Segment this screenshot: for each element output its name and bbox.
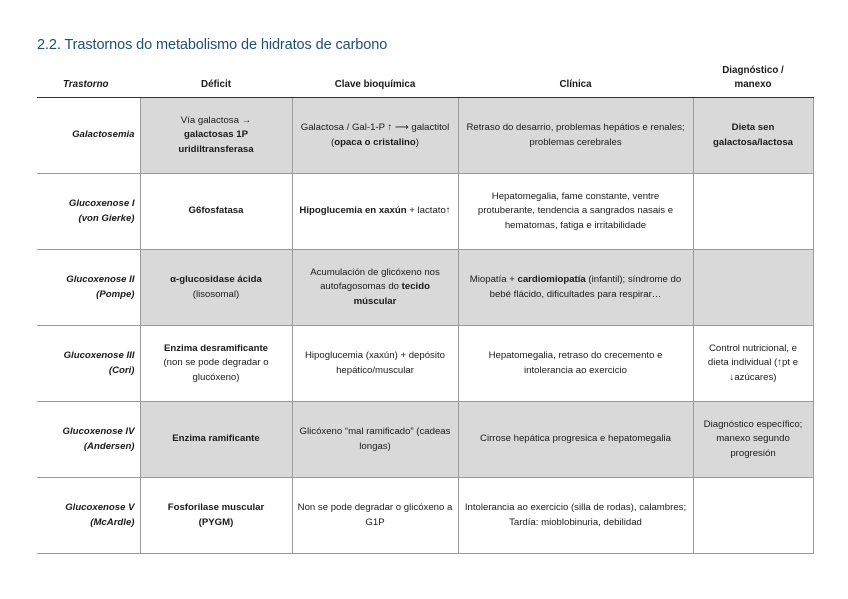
diagnostico-cell [693,98,813,174]
clave-bold: tecido múscular [353,281,430,307]
header-diagnostico-line1: Diagnóstico / [722,64,784,76]
table-row [37,326,813,402]
table-row [37,98,813,174]
disorder-name [37,250,140,326]
disorder-name-line2: (Andersen) [83,440,135,452]
deficit-bold-1: Fosforilase muscular [167,502,265,514]
disorder-name [37,478,140,554]
diagnostico-cell [693,250,813,326]
header-diagnostico-line2: manexo [734,79,772,91]
clinica-cell [458,98,693,174]
deficit-cell [140,402,292,478]
header-row [37,60,813,98]
diagnostico-cell [693,402,813,478]
diagnostico-cell [693,326,813,402]
disorder-name-line1: Glucoxenose III [63,350,135,362]
clave-cell [292,250,458,326]
clinica-pre: Cirrose hepática progresica e hepatomegalia [480,433,671,445]
clave-pre: Galactosa / Gal-1-P ↑ ⟶ galactitol ( [300,122,450,148]
clave-post: + lactato↑ [406,205,451,217]
clinica-post: (infantil); síndrome do bebé flácido, dificultades para respirar… [489,274,682,300]
deficit-cell [140,174,292,250]
header-deficit: Déficit [140,60,292,98]
clinica-cell [458,478,693,554]
diagnostico-bold: Dieta sen galactosa/lactosa [713,122,793,148]
deficit-cell [140,478,292,554]
table-row [37,478,813,554]
disorder-name-line2: (Cori) [108,364,135,376]
disorders-table [37,60,814,554]
header-clave: Clave bioquímica [292,60,458,98]
clave-cell [292,98,458,174]
clave-cell [292,402,458,478]
clinica-pre: Miopatía + [469,274,518,286]
clinica-pre: Hepatomegalia, fame constante, ventre protuberante, tendencia a sangrados nasais e hematomas, fatiga e irritabilidade [477,190,674,231]
disorder-name-line1: Glucoxenose II [66,274,135,286]
deficit-bold-2: (PYGM) [198,516,234,528]
diagnostico-cell [693,174,813,250]
disorder-name-line2: (Pompe) [96,288,135,300]
deficit-pre: Vía galactosa → [180,114,252,126]
clave-pre: Glicóxeno “mal ramificado” (cadeas longas) [299,426,451,452]
deficit-bold-1: Enzima desramificante [164,342,268,354]
clinica-pre: Hepatomegalia, retraso do crecemento e intolerancia ao exercicio [488,350,663,376]
deficit-bold-1: α-glucosidase ácida [170,274,262,286]
clinica-cell [458,250,693,326]
clave-bold: opaca o cristalino [334,136,416,148]
clave-pre: Acumulación de glicóxeno nos autofagosomas do [310,266,440,293]
header-diagnostico [693,60,813,98]
deficit-bold-1: G6fosfatasa [188,205,244,217]
clave-cell [292,478,458,554]
disorder-name-line1: Glucoxenose IV [62,426,135,438]
deficit-post: (lisosomal) [192,288,240,300]
diagnostico-cell [693,478,813,554]
table-row [37,402,813,478]
deficit-cell [140,326,292,402]
deficit-cell [140,250,292,326]
disorder-name-line1: Glucoxenose V [65,502,135,514]
clave-pre: Non se pode degradar o glicóxeno a G1P [297,502,453,528]
table-row [37,174,813,250]
deficit-post: (non se pode degradar o glucóxeno) [163,357,269,383]
disorder-name-line2: (von Gierke) [78,212,135,224]
disorder-name-line2: (McArdle) [90,516,135,528]
clave-pre: Hipoglucemia (xaxún) + depósito hepático/muscular [305,350,445,376]
deficit-bold-1: galactosas 1P [184,129,248,141]
section-title: 2.2. Trastornos do metabolismo de hidratos de carbono [37,37,388,53]
clave-bold: Hipoglucemia en xaxún [299,205,407,217]
diagnostico-pre: Control nutricional, e dieta individual (↑pt e ↓azúcares) [707,342,799,383]
header-clinica: Clínica [458,60,693,98]
deficit-cell [140,98,292,174]
table-row [37,250,813,326]
clinica-pre: Intolerancia ao exercicio (silla de rodas), calambres; Tardía: mioblobinuria, debilidad [464,502,687,528]
header-trastorno: Trastorno [37,60,140,98]
clinica-cell [458,402,693,478]
disorder-name [37,98,140,174]
deficit-bold-1: Enzima ramificante [172,433,260,445]
clave-post: ) [415,136,419,148]
clinica-bold: cardiomiopatía [517,274,586,286]
clinica-cell [458,326,693,402]
diagnostico-pre: Diagnóstico específico; manexo segundo progresión [703,418,803,459]
disorder-name [37,174,140,250]
disorder-name-line1: Glucoxenose I [68,198,135,210]
clinica-cell [458,174,693,250]
clinica-pre: Retraso do desarrio, problemas hepátios e renales; problemas cerebrales [466,122,685,148]
disorder-name [37,402,140,478]
clave-cell [292,174,458,250]
disorder-name-line1: Galactosemia [72,129,135,141]
deficit-bold-2: uridiltransferasa [178,143,254,155]
clave-cell [292,326,458,402]
disorder-name [37,326,140,402]
